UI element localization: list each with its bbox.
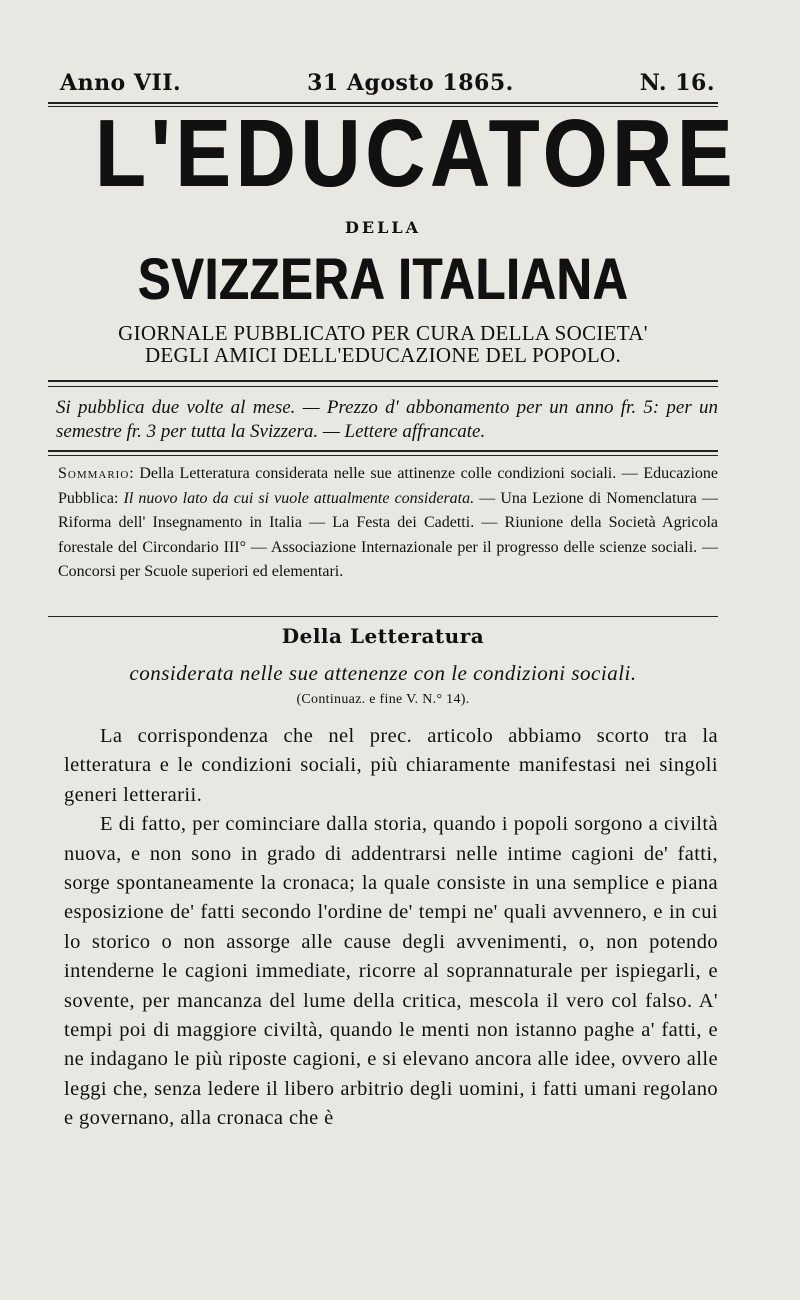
article-body	[64, 722, 718, 1134]
article-continuation: (Continuaz. e fine V. N.° 14).	[296, 692, 470, 707]
summary-rule-bottom	[48, 616, 718, 617]
masthead-subtitle: SVIZZERA ITALIANA	[137, 247, 629, 312]
notice-rule-top	[48, 380, 718, 382]
issue-date: 31 Agosto 1865.	[307, 70, 514, 96]
sommario-text-a: : Della Letteratura considerata nelle sue attinenze colle condizioni sociali. — Educazione Pubblica:	[58, 465, 718, 507]
issue-year: Anno VII.	[60, 70, 182, 96]
issue-number: N. 16.	[639, 70, 715, 96]
article-paragraph: E di fatto, per cominciare dalla storia, quando i popoli sorgono a civiltà nuova, e non sono in grado di addentrarsi nelle intime cagioni de' fatti, sorge spontaneamente la cronaca; la quale consiste in una semplice e piana esposizione de' fatti secondo l'ordine de' tempi ne' quali avvennero, e in cui lo storico o non assorge alle cause degli avvenimenti, o, non potendo intenderne le cagioni immediate, ricorre al soprannaturale per ispiegarli, e sovente, per mancanza del lume della critica, mescola il vero col falso. A' tempi poi di maggiore civiltà, quando le menti non istanno paghe a' fatti, e ne indagano le più riposte cagioni, e si elevano ancora alle idee, ovvero alle leggi che, senza ledere il libero arbitrio degli uomini, i fatti umani regolano e governano, alla cronaca che è	[64, 813, 718, 1130]
sommario-label: Sommario	[58, 465, 130, 482]
notice-rule-top-2	[48, 386, 718, 387]
publisher-line	[48, 322, 718, 366]
publisher-line-2: DEGLI AMICI DELL'EDUCAZIONE DEL POPOLO.	[144, 343, 622, 367]
article-paragraph: La corrispondenza che nel prec. articolo abbiamo scorto tra la letteratura e le condizioni sociali, più chiaramente manifestasi nei singoli generi letterarii.	[64, 725, 718, 806]
masthead-della: DELLA	[345, 218, 421, 237]
summary-rule-top-2	[48, 455, 718, 456]
subscription-notice: Si pubblica due volte al mese. — Prezzo d' abbonamento per un anno fr. 5: per un semestre fr. 3 per tutta la Svizzera. — Lettere affrancate.	[56, 397, 718, 442]
sommario-text-b: — Una Lezione di Nomenclatura — Riforma dell' Insegnamento in Italia — La Festa dei Cadetti. — Riunione della Società Agricola forestale del Circondario III° — Associazione Internazionale per il progresso delle scienze sociali. — Concorsi per Scuole superiori ed elementari.	[58, 489, 719, 581]
masthead-title: L'EDUCATORE	[94, 100, 737, 207]
article-subtitle: considerata nelle sue attenenze con le condizioni sociali.	[129, 661, 637, 685]
publisher-line-1: GIORNALE PUBBLICATO PER CURA DELLA SOCIETA'	[118, 321, 648, 345]
issue-header	[60, 66, 715, 100]
table-of-contents	[58, 462, 718, 585]
summary-rule-top	[48, 450, 718, 452]
article-title: Della Letteratura	[281, 624, 485, 648]
sommario-italic: Il nuovo lato da cui si vuole attualmente considerata.	[123, 489, 475, 507]
